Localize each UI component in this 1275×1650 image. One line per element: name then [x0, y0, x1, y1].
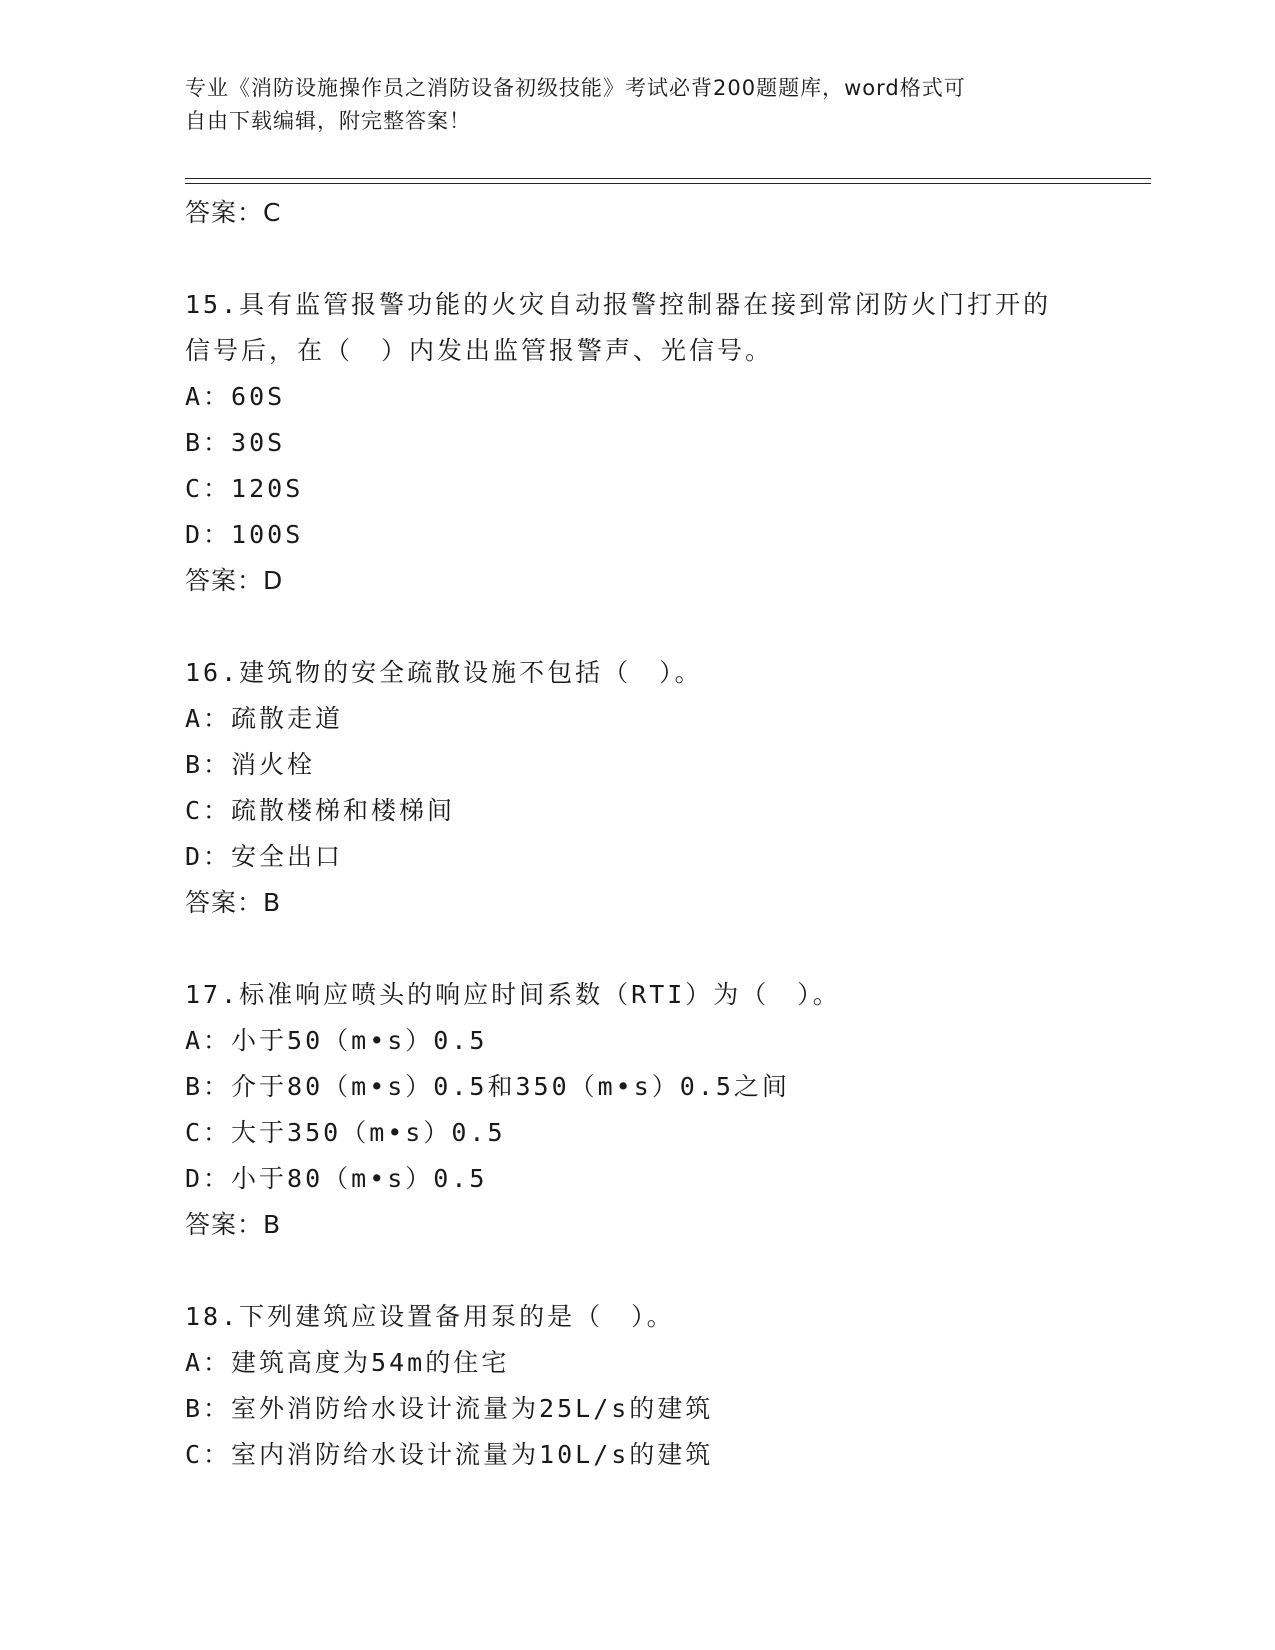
header-line-1: 专业《消防设施操作员之消防设备初级技能》考试必背200题题库，word格式可 — [185, 76, 966, 100]
question-17 — [185, 972, 1145, 1248]
option-d: D：安全出口 — [185, 842, 344, 871]
question-text-line: 15.具有监管报警功能的火灾自动报警控制器在接到常闭防火门打开的 — [185, 290, 1052, 319]
question-list — [185, 190, 1145, 1478]
option-c: C：大于350（m•s）0.5 — [185, 1118, 506, 1147]
option-a: A：60S — [185, 382, 286, 411]
spacer — [185, 236, 1145, 282]
question-text-line: 17.标准响应喷头的响应时间系数（RTI）为（ ）。 — [185, 980, 841, 1009]
spacer — [185, 1248, 1145, 1294]
previous-answer: 答案：C — [185, 198, 282, 227]
header-divider-top — [185, 178, 1151, 179]
question-16 — [185, 650, 1145, 926]
option-b: B：30S — [185, 428, 286, 457]
option-b: B：介于80（m•s）0.5和350（m•s）0.5之间 — [185, 1072, 790, 1101]
question-15 — [185, 282, 1145, 604]
question-text-line: 信号后，在（ ）内发出监管报警声、光信号。 — [185, 336, 774, 365]
answer-line: 答案：B — [185, 1210, 282, 1239]
question-text-line: 16.建筑物的安全疏散设施不包括（ ）。 — [185, 658, 703, 687]
answer-line: 答案：B — [185, 888, 282, 917]
option-b: B：消火栓 — [185, 750, 316, 779]
spacer — [185, 604, 1145, 650]
option-c: C：疏散楼梯和楼梯间 — [185, 796, 456, 825]
spacer — [185, 926, 1145, 972]
option-b: B：室外消防给水设计流量为25L/s的建筑 — [185, 1394, 714, 1423]
option-c: C：120S — [185, 474, 304, 503]
answer-line: 答案：D — [185, 566, 284, 595]
question-18 — [185, 1294, 1145, 1478]
option-d: D：小于80（m•s）0.5 — [185, 1164, 488, 1193]
header-line-2: 自由下载编辑，附完整答案！ — [185, 109, 471, 133]
option-a: A：疏散走道 — [185, 704, 344, 733]
header-divider-bottom — [185, 183, 1151, 184]
page-header — [185, 72, 1085, 138]
option-a: A：建筑高度为54m的住宅 — [185, 1348, 510, 1377]
option-a: A：小于50（m•s）0.5 — [185, 1026, 488, 1055]
option-d: D：100S — [185, 520, 304, 549]
option-c: C：室内消防给水设计流量为10L/s的建筑 — [185, 1440, 714, 1469]
question-text-line: 18.下列建筑应设置备用泵的是（ ）。 — [185, 1302, 675, 1331]
